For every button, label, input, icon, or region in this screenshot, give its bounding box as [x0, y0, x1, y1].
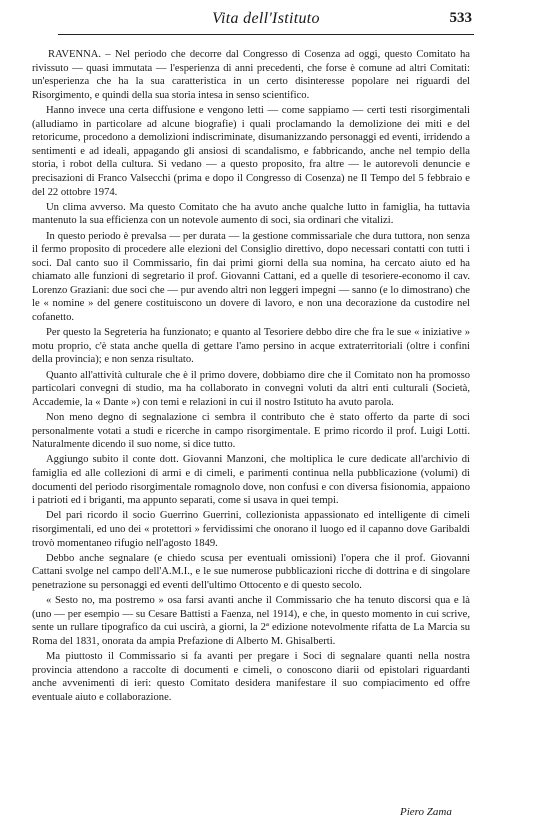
paragraph: « Sesto no, ma postremo » osa farsi avanti anche il Commissario che ha tenuto discorsi qua e là (uno — per esempio — su Cesare Battisti a Faenza, nel 1914), e che, in questo momento in cui scrive, sente un rullare tipografico da cui uscirà, a giorni, la 2ª edizione notevolmente rifatta de La Marcia su Roma del 1831, onorata da ampia Prefazione di Alberto M. Ghisalberti. [32, 595, 470, 647]
paragraph: In questo periodo è prevalsa — per durata — la gestione commissariale che dura tuttora, non senza il fermo proposito di procedere alle elezioni del Consiglio direttivo, dopo necessari contatti con tutti i soci. Dal canto suo il Commissario, fin dai primi giorni della sua nomina, ha cercato aiuto ed ha chiamato alle funzioni di segretario il prof. Giovanni Cattani, ed a quelle di tesoriere-economo il cav. Lorenzo Graziani: due soci che — pur avendo altri non leggeri impegni — sanno (e lo dimostrano) che le « nomine » del genere costituiscono un dovere di lavoro, e non una decorazione da custodire nel cofanetto. [32, 230, 470, 324]
paragraph: Un clima avverso. Ma questo Comitato che ha avuto anche qualche lutto in famiglia, ha tuttavia mantenuto la sua efficienza con un notevole aumento di soci, sia ordinari che vitalizi. [32, 201, 470, 227]
paragraph: Quanto all'attività culturale che è il primo dovere, dobbiamo dire che il Comitato non ha promosso particolari convegni di studio, ma ha collaborato in convegni voluti da altri enti culturali (Società, Accademie, la « Dante ») con temi e relazioni in cui il nostro Istituto ha avuto parola. [32, 369, 470, 408]
running-title: Vita dell'Istituto [212, 10, 320, 27]
header-rule [58, 34, 474, 35]
paragraph: Aggiungo subito il conte dott. Giovanni Manzoni, che moltiplica le cure dedicate all'archivio di famiglia ed alle collezioni di armi e di cimeli, e parimenti continua nella pubblicazione (volumi) di documenti del periodo risorgimentale romagnolo dove, non confusi e con diversa fisionomia, appaiono i patrioti ed i briganti, ma appunto separati, come si usava in quei tempi. [32, 454, 470, 507]
paragraph: Per questo la Segreteria ha funzionato; e quanto al Tesoriere debbo dire che fra le sue « iniziative » motu proprio, c'è stata anche quella di gettare l'amo persino in acque extraterritoriali (oltre i confini della provincia); e non senza risultato. [32, 327, 470, 366]
running-header [60, 10, 472, 32]
author-signature: Piero Zama [400, 806, 452, 818]
paragraph: Debbo anche segnalare (e chiedo scusa per eventuali omissioni) l'opera che il prof. Giovanni Cattani svolge nel campo dell'A.M.I., e le sue numerose pubblicazioni ricche di dottrina e di singolare penetrazione su personaggi ed eventi dell'ultimo Ottocento e di questo secolo. [32, 552, 470, 591]
paragraph: Del pari ricordo il socio Guerrino Guerrini, collezionista appassionato ed intelligente di cimeli risorgimentali, ed uno dei « protettori » fervidissimi che onorano il luogo ed il capanno dove Garibaldi trovò momentaneo rifugio nell'agosto 1849. [32, 510, 470, 549]
paragraph: Hanno invece una certa diffusione e vengono letti — come sappiamo — certi testi risorgimentali (alludiamo in particolare ad alcune biografie) i quali proclamando la demolizione dei miti e del retoricume, procedono a demolizioni indiscriminate, disumanizzando personaggi ed eventi, irridendo a sentimenti e ad ideali, appagando gli ansiosi di scandalismo, e fabbricando, anche nel tempio della storia, i robot della cultura. Si vedano — a questo proposito, fra altre — le autorevoli denuncie e precisazioni di Franco Valsecchi (prima e dopo il Congresso di Cosenza) ne Il Tempo del 5 febbraio e del 22 ottobre 1974. [32, 104, 470, 198]
page-number: 533 [449, 10, 472, 26]
paragraph: RAVENNA. – Nel periodo che decorre dal Congresso di Cosenza ad oggi, questo Comitato ha rivissuto — quasi immutata — l'esperienza di anni precedenti, che forse è comune ad altri Comitati: un'esperienza che ha la sua caratteristica in un certo disinteresse popolare nei riguardi del Risorgimento, e quindi della sua storia intesa in senso scientifico. [32, 49, 470, 101]
paragraph: Non meno degno di segnalazione ci sembra il contributo che è stato offerto da parte di soci personalmente votati a studi e ricerche in campo risorgimentale. E primo ricordo il prof. Luigi Lotti. Naturalmente dicendo il suo nome, si dice tutto. [32, 412, 470, 451]
report-body [32, 48, 470, 706]
paragraph: Ma piuttosto il Commissario si fa avanti per pregare i Soci di segnalare quanti nella nostra provincia attendono a raccolte di documenti e cimeli, o conoscono diarii od epistolari riguardanti anche avvenimenti di ieri: questo Comitato desidera manifestare il suo compiacimento ed offre eventuale aiuto e collaborazione. [32, 651, 470, 703]
